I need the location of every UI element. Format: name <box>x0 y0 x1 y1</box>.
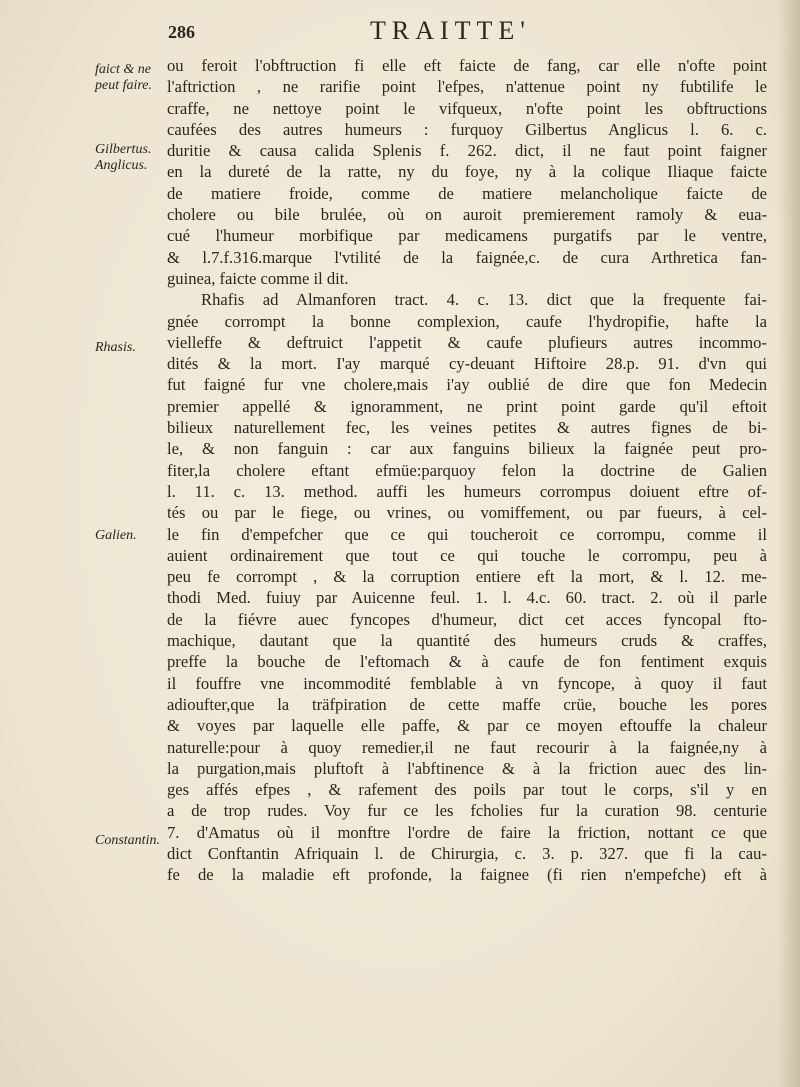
text-line: duritie & causa calida Splenis f. 262. dict, il ne faut point faigner <box>167 141 767 161</box>
text-line: auient ordinairement que tout ce qui touche le corrompu, peu à <box>167 545 767 565</box>
margin-note: Galien. <box>95 528 137 543</box>
text-line: peu fe corrompt , & la corruption entiere eft la mort, & l. 12. me- <box>167 567 767 587</box>
body-text <box>167 55 767 886</box>
text-line: l. 11. c. 13. method. auffi les humeurs corrompus doiuent eftre of- <box>167 481 767 501</box>
text-line: 7. d'Amatus où il monftre l'ordre de faire la friction, nottant ce que <box>167 822 767 842</box>
text-line: tés ou par le fiege, ou vrines, ou vomiffement, ou par fueurs, à cel- <box>167 503 767 523</box>
page-header <box>160 16 760 52</box>
text-line: le fin d'empefcher que ce qui toucheroit ce corrompu, comme il <box>167 524 767 544</box>
margin-note: Gilbertus. Anglicus. <box>95 142 152 173</box>
text-line: de matiere froide, comme de matiere melancholique faicte de <box>167 183 767 203</box>
running-head: TRAITTE' <box>370 16 531 45</box>
page-number: 286 <box>168 22 195 42</box>
page-edge-shadow <box>778 0 800 1087</box>
text-line: vielleffe & deftruict l'appetit & caufe plufieurs autres incommo- <box>167 332 767 352</box>
text-line: bilieux naturellement fec, les veines petites & autres fignes de bi- <box>167 418 767 438</box>
text-line: de la fiévre auec fyncopes d'humeur, dict cet acces fyncopal fto- <box>167 609 767 629</box>
text-line: & voyes par laquelle elle paffe, & par ce moyen eftouffe la chaleur <box>167 716 767 736</box>
text-line: dict Conftantin Afriquain l. de Chirurgia, c. 3. p. 327. que fi la cau- <box>167 843 767 863</box>
text-line: thodi Med. fuiuy par Auicenne feul. 1. l. 4.c. 60. tract. 2. où il parle <box>167 588 767 608</box>
margin-note: Rhasis. <box>95 340 136 355</box>
text-line: en la dureté de la ratte, ny du foye, ny à la colique Iliaque faicte <box>167 162 767 182</box>
text-line: ou feroit l'obftruction fi elle eft faicte de fang, car elle n'ofte point <box>167 56 767 75</box>
margin-note: Constantin. <box>95 833 160 848</box>
text-line: dités & la mort. I'ay marqué cy-deuant Hiftoire 28.p. 91. d'vn qui <box>167 354 767 374</box>
text-line: & l.7.f.316.marque l'vtilité de la faignée,c. de cura Arthretica fan- <box>167 247 767 267</box>
text-line: fiter,la cholere eftant efmüe:parquoy felon la doctrine de Galien <box>167 460 767 480</box>
text-line: fe de la maladie eft profonde, la faignee (fi rien n'empefche) eft à <box>167 865 767 885</box>
text-line: il fouffre vne incommodité femblable à vn fyncope, à quoy il faut <box>167 673 767 693</box>
text-line: ges affés efpes , & rafement des poils par tout le corps, s'il y en <box>167 780 767 800</box>
text-line: guinea, faicte comme il dit. <box>167 268 349 288</box>
text-line: Rhafis ad Almanforen tract. 4. c. 13. dict que la frequente fai- <box>201 290 767 310</box>
text-line: a de trop rudes. Voy fur ce les fcholies fur la curation 98. centurie <box>167 801 767 821</box>
text-line: craffe, ne nettoye point le vifqueux, n'ofte point les obftructions <box>167 98 767 118</box>
text-line: caufées des autres humeurs : furquoy Gilbertus Anglicus l. 6. c. <box>167 119 767 139</box>
text-line: le, & non fanguin : car aux fanguins bilieux la faignée peut pro- <box>167 439 767 459</box>
margin-note: faict & ne peut faire. <box>95 62 153 93</box>
text-line: l'aftriction , ne rarifie point l'efpes, n'attenue point ny fubtilife le <box>167 77 767 97</box>
text-line: la purgation,mais pluftoft à l'abftinence & à la friction auec des lin- <box>167 758 767 778</box>
text-line: premier appellé & ignoramment, ne print point garde qu'il eftoit <box>167 396 767 416</box>
text-line: naturelle:pour à quoy remedier,il ne faut recourir à la faignée,ny à <box>167 737 767 757</box>
text-line: cué l'humeur morbifique par medicamens purgatifs par le ventre, <box>167 226 767 246</box>
text-line: gnée corrompt la bonne complexion, caufe l'hydropifie, hafte la <box>167 311 767 331</box>
text-line: adioufter,que la träfpiration de cette maffe crüe, bouche les pores <box>167 694 767 714</box>
text-line: cholere ou bile brulée, où on auroit premierement ramoly & eua- <box>167 205 767 225</box>
text-line: fut faigné fur vne cholere,mais i'ay oublié de dire que fon Medecin <box>167 375 767 395</box>
text-line: machique, dautant que la quantité des humeurs cruds & craffes, <box>167 631 767 651</box>
text-line: preffe la bouche de l'eftomach & à caufe de fon fentiment exquis <box>167 652 767 672</box>
